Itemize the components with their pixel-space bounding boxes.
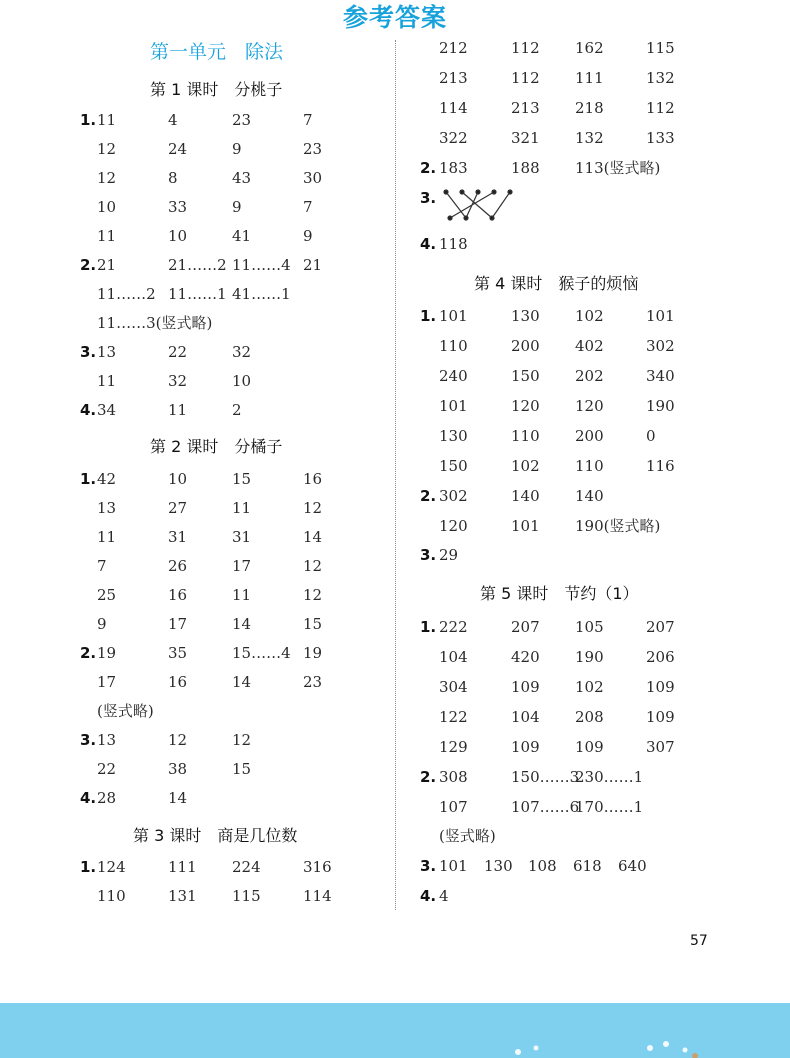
answer-value: 11……1 xyxy=(168,285,227,303)
answer-value: 41 xyxy=(232,227,252,245)
answer-value: 130 xyxy=(511,307,540,325)
answer-value: 202 xyxy=(575,367,604,385)
answer-value: 116 xyxy=(646,457,675,475)
question-number: 4. xyxy=(420,887,437,905)
answer-value: 25 xyxy=(97,586,117,604)
answer-value: 22 xyxy=(97,760,117,778)
answer-value: 14 xyxy=(168,789,188,807)
answer-value: 420 xyxy=(511,648,540,666)
lesson-title-2: 第 2 课时 分橘子 xyxy=(150,437,283,456)
answer-value: 170……1 xyxy=(575,798,644,816)
answer-value: 0 xyxy=(646,427,656,445)
answer-value: 32 xyxy=(232,343,252,361)
answer-value: 11 xyxy=(97,528,117,546)
answer-value: 16 xyxy=(168,673,188,691)
answer-value: 110 xyxy=(575,457,604,475)
answer-value: 9 xyxy=(232,140,242,158)
answer-value: 15 xyxy=(303,615,323,633)
question-number: 4. xyxy=(80,789,97,807)
answer-value: 12 xyxy=(303,586,323,604)
answer-value: 120 xyxy=(575,397,604,415)
answer-value: 222 xyxy=(439,618,468,636)
answer-value: 31 xyxy=(168,528,188,546)
answer-value: 9 xyxy=(303,227,313,245)
lesson-title-5: 第 5 课时 节约（1） xyxy=(480,584,639,603)
answer-value: 105 xyxy=(575,618,604,636)
answer-value: 19 xyxy=(303,644,323,662)
answer-value: 14 xyxy=(303,528,323,546)
answer-value: 10 xyxy=(168,470,188,488)
answer-value: 11……4 xyxy=(232,256,291,274)
answer-value: 15 xyxy=(232,470,252,488)
question-number: 1. xyxy=(80,470,97,488)
answer-value: 11 xyxy=(232,499,252,517)
answer-value: 190(竖式略) xyxy=(575,517,661,535)
answer-value: 212 xyxy=(439,39,468,57)
answer-value: 114 xyxy=(439,99,468,117)
answer-value: 140 xyxy=(575,487,604,505)
answer-value: 118 xyxy=(439,235,468,253)
answer-value: 302 xyxy=(646,337,675,355)
answer-value: 14 xyxy=(232,673,252,691)
answer-value: 11 xyxy=(97,227,117,245)
answer-value: 15……4 xyxy=(232,644,291,662)
lesson-title-3: 第 3 课时 商是几位数 xyxy=(133,826,298,845)
answer-value: 109 xyxy=(646,708,675,726)
answer-value: 107 xyxy=(439,798,468,816)
answer-value: 150 xyxy=(511,367,540,385)
answer-value: 110 xyxy=(97,887,126,905)
answer-value: 124 xyxy=(97,858,126,876)
answer-value: 101 xyxy=(439,397,468,415)
answer-value: 32 xyxy=(168,372,188,390)
answer-value: 133 xyxy=(646,129,675,147)
answer-value: 114 xyxy=(303,887,332,905)
answer-value: 14 xyxy=(232,615,252,633)
question-number: 2. xyxy=(80,256,97,274)
answer-value: 224 xyxy=(232,858,261,876)
answer-value: 101 xyxy=(511,517,540,535)
answer-value: 240 xyxy=(439,367,468,385)
answer-value: 24 xyxy=(168,140,188,158)
matching-lines-diagram xyxy=(440,188,520,222)
answer-value: 102 xyxy=(575,307,604,325)
answer-value: 110 xyxy=(511,427,540,445)
answer-value: 21……2 xyxy=(168,256,227,274)
answer-value: 104 xyxy=(511,708,540,726)
lesson-title-4: 第 4 课时 猴子的烦恼 xyxy=(474,274,639,293)
answer-value: 120 xyxy=(439,517,468,535)
question-number: 3. xyxy=(80,731,97,749)
question-number: 2. xyxy=(420,159,437,177)
answer-value: 17 xyxy=(232,557,252,575)
answer-value: 131 xyxy=(168,887,197,905)
answer-value: 7 xyxy=(97,557,107,575)
answer-value: 26 xyxy=(168,557,188,575)
answer-value: 402 xyxy=(575,337,604,355)
answer-value: 21 xyxy=(303,256,323,274)
answer-value: 11……3(竖式略) xyxy=(97,314,213,332)
answer-value: 101 xyxy=(439,307,468,325)
answer-value: 27 xyxy=(168,499,188,517)
answer-value: 13 xyxy=(97,731,117,749)
question-number: 1. xyxy=(80,111,97,129)
answer-value: 321 xyxy=(511,129,540,147)
question-number: 2. xyxy=(80,644,97,662)
question-number: 1. xyxy=(80,858,97,876)
answer-value: 34 xyxy=(97,401,117,419)
answer-value: 17 xyxy=(97,673,117,691)
answer-value: 28 xyxy=(97,789,117,807)
answer-value: 230……1 xyxy=(575,768,644,786)
question-number: 3. xyxy=(420,857,437,875)
answer-value: 11 xyxy=(168,401,188,419)
answer-value: 111 xyxy=(168,858,197,876)
answer-value: 150……3 xyxy=(511,768,580,786)
answer-value: 12 xyxy=(97,140,117,158)
answer-value: 112 xyxy=(511,39,540,57)
answer-value: 112 xyxy=(646,99,675,117)
answer-value: 208 xyxy=(575,708,604,726)
answer-value: 304 xyxy=(439,678,468,696)
answer-value: 4 xyxy=(439,887,449,905)
question-number: 3. xyxy=(420,546,437,564)
answer-value: 640 xyxy=(618,857,647,875)
answer-value: 12 xyxy=(303,557,323,575)
answer-value: 29 xyxy=(439,546,459,564)
question-number: 1. xyxy=(420,618,437,636)
page-title: 参考答案 xyxy=(342,3,447,32)
question-number: 3. xyxy=(80,343,97,361)
answer-value: 10 xyxy=(232,372,252,390)
page-number: 57 xyxy=(690,933,708,949)
answer-value: 8 xyxy=(168,169,178,187)
answer-value: 22 xyxy=(168,343,188,361)
answer-value: 16 xyxy=(303,470,323,488)
answer-value: 108 xyxy=(528,857,557,875)
answer-value: 31 xyxy=(232,528,252,546)
question-number: 2. xyxy=(420,487,437,505)
answer-value: 101 xyxy=(646,307,675,325)
answer-value: (竖式略) xyxy=(97,702,154,720)
answer-value: 308 xyxy=(439,768,468,786)
answer-value: 218 xyxy=(575,99,604,117)
answer-value: 102 xyxy=(575,678,604,696)
unit-title: 第一单元 除法 xyxy=(150,41,284,63)
answer-value: 9 xyxy=(97,615,107,633)
answer-value: 42 xyxy=(97,470,117,488)
answer-value: 7 xyxy=(303,198,313,216)
answer-value: 115 xyxy=(232,887,261,905)
answer-value: 11 xyxy=(97,372,117,390)
answer-value: (竖式略) xyxy=(439,827,496,845)
answer-value: 213 xyxy=(439,69,468,87)
answer-value: 23 xyxy=(303,140,323,158)
answer-value: 188 xyxy=(511,159,540,177)
question-number: 2. xyxy=(420,768,437,786)
answer-value: 307 xyxy=(646,738,675,756)
answer-value: 101 xyxy=(439,857,468,875)
answer-value: 12 xyxy=(232,731,252,749)
answer-value: 112 xyxy=(511,69,540,87)
answer-value: 618 xyxy=(573,857,602,875)
answer-value: 16 xyxy=(168,586,188,604)
answer-value: 200 xyxy=(575,427,604,445)
answer-value: 129 xyxy=(439,738,468,756)
answer-value: 33 xyxy=(168,198,188,216)
answer-value: 21 xyxy=(97,256,117,274)
answer-value: 11 xyxy=(232,586,252,604)
answer-value: 140 xyxy=(511,487,540,505)
answer-value: 12 xyxy=(168,731,188,749)
answer-value: 35 xyxy=(168,644,188,662)
answer-value: 12 xyxy=(303,499,323,517)
answer-value: 206 xyxy=(646,648,675,666)
answer-value: 302 xyxy=(439,487,468,505)
answer-value: 150 xyxy=(439,457,468,475)
answer-value: 11……2 xyxy=(97,285,156,303)
footer-decoration xyxy=(500,1036,700,1058)
answer-value: 200 xyxy=(511,337,540,355)
question-number: 3. xyxy=(420,189,437,207)
answer-value: 23 xyxy=(232,111,252,129)
answer-value: 2 xyxy=(232,401,242,419)
question-number: 4. xyxy=(420,235,437,253)
answer-value: 4 xyxy=(168,111,178,129)
answer-value: 109 xyxy=(646,678,675,696)
answer-value: 213 xyxy=(511,99,540,117)
answer-value: 110 xyxy=(439,337,468,355)
answer-value: 340 xyxy=(646,367,675,385)
answer-value: 17 xyxy=(168,615,188,633)
answer-value: 15 xyxy=(232,760,252,778)
answer-value: 109 xyxy=(511,678,540,696)
answer-value: 7 xyxy=(303,111,313,129)
question-number: 4. xyxy=(80,401,97,419)
answer-value: 11 xyxy=(97,111,117,129)
answer-value: 19 xyxy=(97,644,117,662)
answer-value: 12 xyxy=(97,169,117,187)
answer-value: 102 xyxy=(511,457,540,475)
answer-value: 322 xyxy=(439,129,468,147)
answer-value: 130 xyxy=(484,857,513,875)
answer-value: 10 xyxy=(97,198,117,216)
answer-value: 111 xyxy=(575,69,604,87)
answer-value: 13 xyxy=(97,499,117,517)
answer-value: 122 xyxy=(439,708,468,726)
answer-value: 130 xyxy=(439,427,468,445)
answer-value: 113(竖式略) xyxy=(575,159,661,177)
answer-value: 183 xyxy=(439,159,468,177)
answer-value: 120 xyxy=(511,397,540,415)
answer-value: 207 xyxy=(646,618,675,636)
answer-value: 41……1 xyxy=(232,285,291,303)
answer-value: 10 xyxy=(168,227,188,245)
answer-value: 115 xyxy=(646,39,675,57)
column-divider xyxy=(395,40,396,910)
answer-value: 132 xyxy=(646,69,675,87)
answer-value: 109 xyxy=(575,738,604,756)
answer-value: 207 xyxy=(511,618,540,636)
answer-value: 190 xyxy=(646,397,675,415)
answer-value: 13 xyxy=(97,343,117,361)
answer-value: 162 xyxy=(575,39,604,57)
answer-value: 23 xyxy=(303,673,323,691)
answer-value: 107……6 xyxy=(511,798,580,816)
answer-value: 9 xyxy=(232,198,242,216)
question-number: 1. xyxy=(420,307,437,325)
answer-value: 190 xyxy=(575,648,604,666)
answer-value: 132 xyxy=(575,129,604,147)
lesson-title-1: 第 1 课时 分桃子 xyxy=(150,80,283,99)
answer-value: 43 xyxy=(232,169,252,187)
answer-value: 104 xyxy=(439,648,468,666)
answer-value: 38 xyxy=(168,760,188,778)
answer-value: 109 xyxy=(511,738,540,756)
answer-value: 316 xyxy=(303,858,332,876)
answer-value: 30 xyxy=(303,169,323,187)
